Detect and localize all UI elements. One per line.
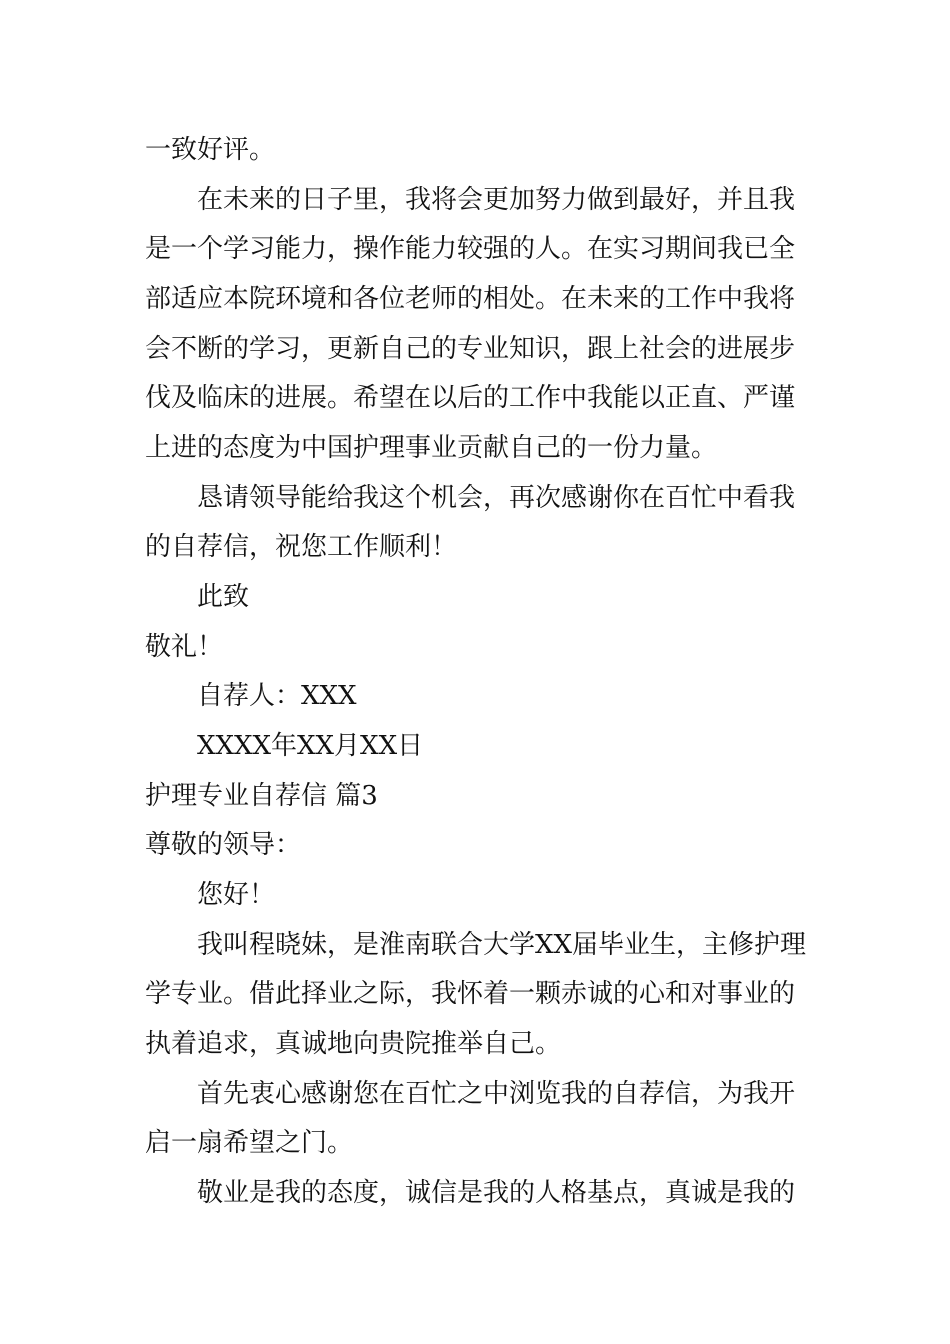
- paragraph-start: 我叫程晓妹，是淮南联合大学XX届毕业生，主修护理: [197, 930, 807, 960]
- paragraph-start: 在未来的日子里，我将会更加努力做到最好，并且我: [197, 185, 796, 215]
- text-line: 的自荐信，祝您工作顺利！: [145, 532, 458, 562]
- paragraph-start: 首先衷心感谢您在百忙之中浏览我的自荐信，为我开: [197, 1079, 796, 1109]
- paragraph-start: 恳请领导能给我这个机会，再次感谢你在百忙中看我: [197, 483, 796, 513]
- greeting: 您好！: [197, 880, 276, 910]
- paragraph-start: 敬业是我的态度，诚信是我的人格基点，真诚是我的: [197, 1178, 796, 1208]
- text-line: 部适应本院环境和各位老师的相处。在未来的工作中我将: [145, 284, 796, 314]
- text-line: 是一个学习能力，操作能力较强的人。在实习期间我已全: [145, 234, 796, 264]
- date-line: XXXX年XX月XX日: [197, 731, 424, 761]
- closing-salutation: 此致: [197, 582, 250, 612]
- text-line: 学专业。借此择业之际，我怀着一颗赤诚的心和对事业的: [145, 979, 796, 1009]
- text-line: 上进的态度为中国护理事业贡献自己的一份力量。: [145, 433, 718, 463]
- text-line: 执着追求，真诚地向贵院推举自己。: [145, 1029, 562, 1059]
- text-line: 启一扇希望之门。: [145, 1128, 354, 1158]
- text-line: 会不断的学习，更新自己的专业知识，跟上社会的进展步: [145, 334, 796, 364]
- text-line: 一致好评。: [145, 135, 276, 165]
- closing-regards: 敬礼！: [145, 632, 224, 662]
- section-title: 护理专业自荐信 篇3: [145, 781, 378, 811]
- greeting-recipient: 尊敬的领导：: [145, 830, 302, 860]
- text-line: 伐及临床的进展。希望在以后的工作中我能以正直、严谨: [145, 383, 796, 413]
- signature-line: 自荐人：XXX: [197, 681, 357, 711]
